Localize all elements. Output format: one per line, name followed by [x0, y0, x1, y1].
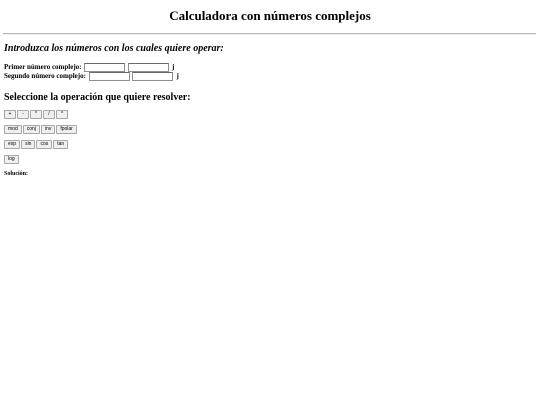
arithmetic-buttons	[4, 110, 69, 119]
divide-button[interactable]: /	[43, 110, 55, 119]
second-imaginary-input[interactable]	[132, 72, 173, 81]
power-button[interactable]: ^	[56, 110, 68, 119]
first-number-row	[4, 63, 174, 72]
second-imaginary-unit: j	[176, 72, 179, 80]
subtract-button[interactable]: -	[17, 110, 29, 119]
trig-buttons	[4, 140, 69, 149]
first-real-input[interactable]	[84, 63, 125, 72]
tan-button[interactable]: tan	[53, 140, 68, 149]
second-number-row	[4, 72, 179, 81]
add-button[interactable]: +	[4, 110, 16, 119]
horizontal-divider	[3, 33, 536, 35]
second-real-input[interactable]	[89, 72, 130, 81]
second-number-label: Segundo número complejo:	[4, 72, 86, 80]
inv-button[interactable]: inv	[41, 125, 55, 134]
log-button[interactable]: log	[4, 155, 19, 164]
unary-buttons	[4, 125, 78, 134]
conj-button[interactable]: conj	[23, 125, 40, 134]
operation-heading: Seleccione la operación que quiere resolver:	[4, 92, 191, 103]
log-buttons	[4, 155, 20, 164]
page-title: Calculadora con números complejos	[169, 8, 371, 23]
first-number-label: Primer número complejo:	[4, 63, 82, 71]
exp-button[interactable]: exp	[4, 140, 20, 149]
first-imaginary-input[interactable]	[128, 63, 169, 72]
cos-button[interactable]: cos	[36, 140, 52, 149]
fpolar-button[interactable]: fpolar	[56, 125, 77, 134]
mod-button[interactable]: mod	[4, 125, 22, 134]
solution-label: Solución:	[4, 171, 29, 177]
intro-text: Introduzca los números con los cuales quiere operar:	[4, 43, 224, 54]
first-imaginary-unit: j	[172, 63, 175, 71]
multiply-button[interactable]: *	[30, 110, 42, 119]
sin-button[interactable]: sin	[21, 140, 35, 149]
